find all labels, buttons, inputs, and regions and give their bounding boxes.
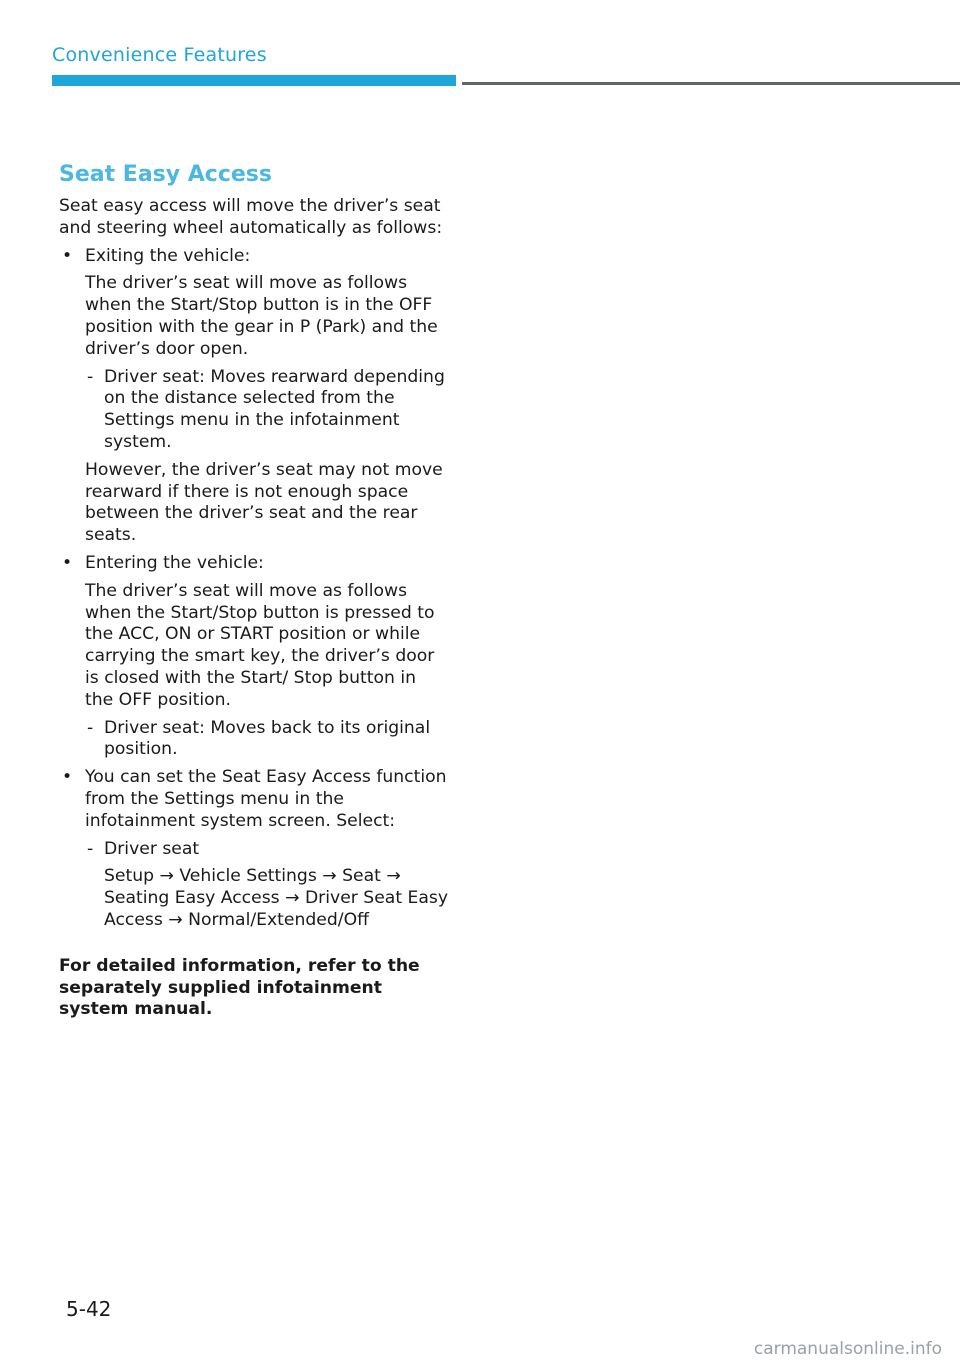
section-title: Seat Easy Access: [59, 162, 272, 187]
bullet-icon: •: [62, 552, 73, 573]
exiting-text: The driver’s seat will move as follows when the Start/Stop button is in the OFF position with the gear in P (Park) and the driver’s door open.: [85, 273, 438, 359]
intro-paragraph: Seat easy access will move the driver’s seat and steering wheel automatically as follows:: [59, 196, 443, 238]
exiting-driver-seat-item: [59, 367, 449, 454]
dash-icon: -: [87, 717, 94, 738]
bullet-icon: •: [62, 767, 73, 788]
entering-driver-seat-item: [59, 718, 449, 762]
chapter-title: Convenience Features: [52, 44, 267, 66]
watermark: carmanualsonline.info: [753, 1339, 942, 1359]
exiting-driver-seat-text: Driver seat: Moves rearward depending on the distance selected from the Settings menu in the infotainment system.: [104, 366, 445, 452]
page-content: [59, 160, 449, 1021]
entering-heading: Entering the vehicle:: [85, 552, 264, 573]
exiting-heading: Exiting the vehicle:: [85, 245, 251, 266]
settings-driver-seat-item: [59, 839, 449, 861]
page-number: 5-42: [66, 1297, 112, 1321]
entering-text: The driver’s seat will move as follows when the Start/Stop button is pressed to the ACC, ON or START position or while carrying the smart key, the driver’s door is closed with the Start/ Stop button in the OFF position.: [85, 580, 435, 710]
closing-note: For detailed information, refer to the separately supplied infotainment system manual.: [59, 955, 420, 1020]
list-item-entering: [59, 553, 449, 575]
header-divider: [462, 82, 960, 85]
exiting-note: However, the driver’s seat may not move rearward if there is not enough space between the driver’s seat and the rear seats.: [85, 459, 443, 546]
settings-text: You can set the Seat Easy Access function from the Settings menu in the infotainment system screen. Select:: [85, 767, 447, 831]
list-item-settings: [59, 767, 449, 832]
entering-driver-seat-text: Driver seat: Moves back to its original position.: [104, 717, 431, 760]
dash-icon: -: [87, 366, 94, 387]
header-accent-bar: [52, 75, 456, 86]
dash-icon: -: [87, 838, 94, 859]
settings-menu-path: Setup → Vehicle Settings → Seat → Seating Easy Access → Driver Seat Easy Access → Normal/Extended/Off: [104, 866, 449, 930]
settings-driver-seat-label: Driver seat: [104, 838, 200, 859]
list-item-exiting: [59, 246, 449, 268]
bullet-icon: •: [62, 245, 73, 266]
